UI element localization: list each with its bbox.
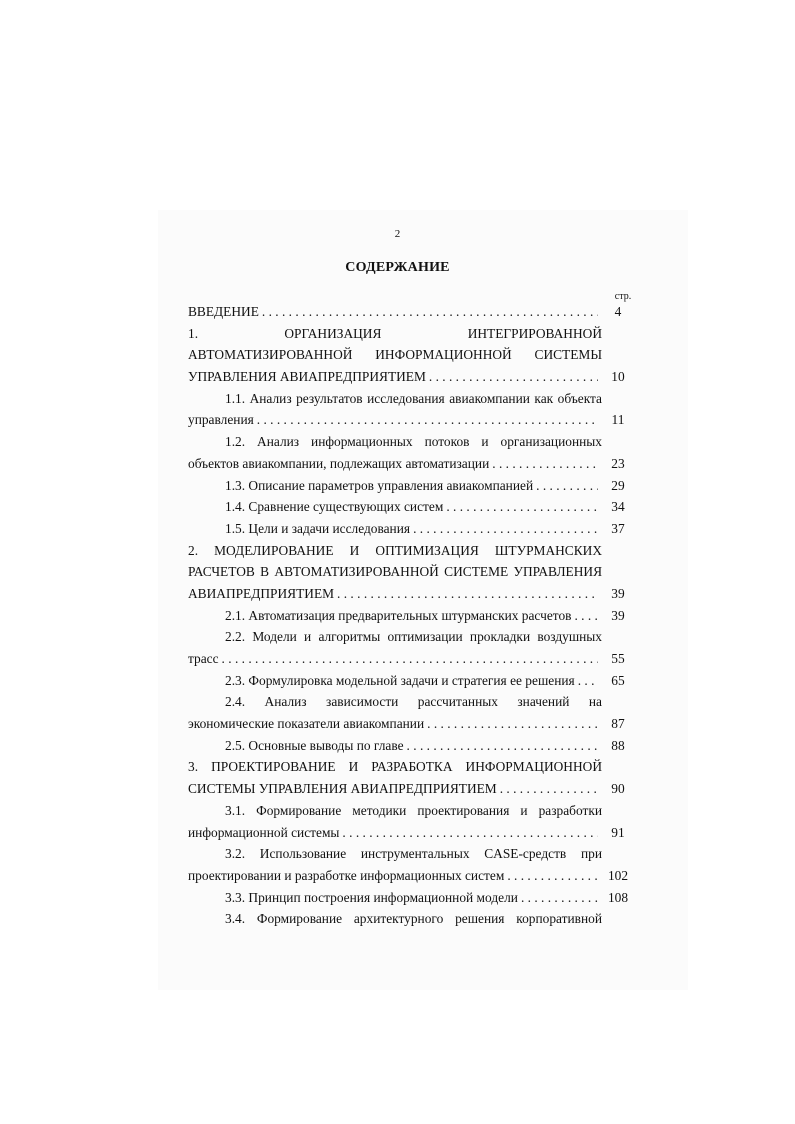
- toc-entry-text: УПРАВЛЕНИЯ АВИАПРЕДПРИЯТИЕМ: [188, 369, 426, 385]
- dot-leader: [413, 518, 598, 540]
- toc-section-1-2-line-2: [188, 453, 634, 475]
- toc-entry-page: 39: [611, 607, 625, 623]
- toc-entry-page: 88: [611, 737, 625, 753]
- toc-title: СОДЕРЖАНИЕ: [345, 260, 450, 275]
- toc-chapter-1-line-2: АВТОМАТИЗИРОВАННОЙ ИНФОРМАЦИОННОЙ СИСТЕМЫ: [188, 347, 602, 363]
- toc-section-3-2-line-1: 3.2. Использование инструментальных CASE-средств при: [225, 846, 602, 862]
- toc-entry-page: 37: [611, 520, 625, 536]
- toc-entry-text: трасс: [188, 651, 219, 666]
- toc-entry-page: 34: [611, 499, 625, 515]
- toc-entry-page: 10: [611, 369, 625, 385]
- toc-section-3-1-line-2: [188, 822, 634, 844]
- dot-leader: [427, 713, 598, 735]
- toc-entry-text: АВИАПРЕДПРИЯТИЕМ: [188, 585, 335, 601]
- toc-section-3-4-line-1: 3.4. Формирование архитектурного решения корпоративной: [225, 911, 602, 927]
- toc-chapter-1-line-1: 1. ОРГАНИЗАЦИЯ ИНТЕГРИРОВАННОЙ: [188, 325, 602, 341]
- dot-leader: [536, 475, 598, 497]
- toc-entry-text: СИСТЕМЫ УПРАВЛЕНИЯ АВИАПРЕДПРИЯТИЕМ: [188, 781, 497, 797]
- toc-entry-text: управления: [188, 412, 254, 428]
- dot-leader: [337, 583, 598, 605]
- toc-entry-text: 2.1. Автоматизация предварительных штурманских расчетов: [225, 607, 572, 623]
- toc-entry-page: 91: [611, 824, 625, 840]
- dot-leader: [342, 822, 598, 844]
- toc-entry-page: 29: [611, 477, 625, 493]
- toc-section-1-1-line-1: 1.1. Анализ результатов исследования авиакомпании как объекта: [225, 390, 602, 406]
- toc-entry-page: 23: [611, 455, 625, 471]
- page-number: 2: [394, 228, 401, 240]
- toc-entry-page: 65: [611, 672, 625, 688]
- dot-leader: [507, 865, 598, 887]
- dot-leader: [429, 366, 598, 388]
- dot-leader: [222, 648, 598, 670]
- dot-leader: [574, 605, 598, 627]
- toc-entry-page: 108: [607, 889, 629, 905]
- toc-section-2-2-line-1: 2.2. Модели и алгоритмы оптимизации прокладки воздушных: [225, 629, 602, 645]
- toc-chapter-2-line-2: РАСЧЕТОВ В АВТОМАТИЗИРОВАННОЙ СИСТЕМЕ УПРАВЛЕНИЯ: [188, 564, 602, 580]
- dot-leader: [257, 409, 598, 431]
- toc-section-2-4-line-2: [188, 713, 634, 735]
- toc-entry-page: 55: [611, 651, 625, 666]
- toc-section-2-2-line-2: [188, 648, 634, 670]
- toc-entry-page: 11: [611, 412, 625, 428]
- toc-entry-text: 1.5. Цели и задачи исследования: [225, 520, 411, 536]
- table-of-contents: [188, 301, 634, 930]
- toc-section-1-2-line-1: 1.2. Анализ информационных потоков и организационных: [225, 434, 602, 450]
- toc-section-3-3: [188, 887, 634, 909]
- toc-entry-text: экономические показатели авиакомпании: [188, 716, 425, 732]
- dot-leader: [492, 453, 598, 475]
- dot-leader: [500, 778, 598, 800]
- toc-section-3-2-line-2: [188, 865, 634, 887]
- toc-entry-page: 4: [614, 304, 622, 319]
- toc-chapter-3-line-1: 3. ПРОЕКТИРОВАНИЕ И РАЗРАБОТКА ИНФОРМАЦИОННОЙ: [188, 759, 602, 775]
- toc-section-1-3: [188, 475, 634, 497]
- dot-leader: [521, 887, 598, 909]
- toc-entry-text: 1.4. Сравнение существующих систем: [225, 499, 444, 515]
- toc-section-1-5: [188, 518, 634, 540]
- dot-leader: [407, 735, 598, 757]
- toc-chapter-2-line-1: 2. МОДЕЛИРОВАНИЕ И ОПТИМИЗАЦИЯ ШТУРМАНСКИХ: [188, 542, 602, 558]
- toc-entry-page: 102: [607, 867, 629, 883]
- dot-leader: [578, 670, 598, 692]
- toc-entry-text: 3.3. Принцип построения информационной модели: [225, 889, 518, 905]
- toc-entry-page: 87: [611, 716, 625, 732]
- toc-section-2-3: [188, 670, 634, 692]
- toc-section-2-5: [188, 735, 634, 757]
- toc-section-2-4-line-1: 2.4. Анализ зависимости рассчитанных значений на: [225, 694, 602, 710]
- toc-entry-text: объектов авиакомпании, подлежащих автоматизации: [188, 455, 490, 471]
- dot-leader: [262, 301, 598, 323]
- dot-leader: [446, 496, 598, 518]
- toc-entry-text: информационной системы: [188, 824, 340, 840]
- toc-chapter-2-line-3: [188, 583, 634, 605]
- toc-section-1-1-line-2: [188, 409, 634, 431]
- toc-entry-page: 90: [611, 781, 625, 797]
- toc-entry-page: 39: [611, 585, 625, 601]
- toc-chapter-1-line-3: [188, 366, 634, 388]
- page-column-label: стр.: [614, 291, 632, 302]
- toc-section-1-4: [188, 496, 634, 518]
- toc-entry-text: 2.3. Формулировка модельной задачи и стратегия ее решения: [225, 672, 575, 688]
- toc-chapter-3-line-2: [188, 778, 634, 800]
- toc-entry-text: проектировании и разработке информационных систем: [188, 867, 505, 883]
- toc-section-2-1: [188, 605, 634, 627]
- toc-entry-text: 1.3. Описание параметров управления авиакомпанией: [225, 477, 534, 493]
- toc-entry-intro: [188, 301, 634, 323]
- toc-entry-text: 2.5. Основные выводы по главе: [225, 737, 404, 753]
- toc-section-3-1-line-1: 3.1. Формирование методики проектирования и разработки: [225, 802, 602, 818]
- toc-entry-text: ВВЕДЕНИЕ: [188, 304, 259, 319]
